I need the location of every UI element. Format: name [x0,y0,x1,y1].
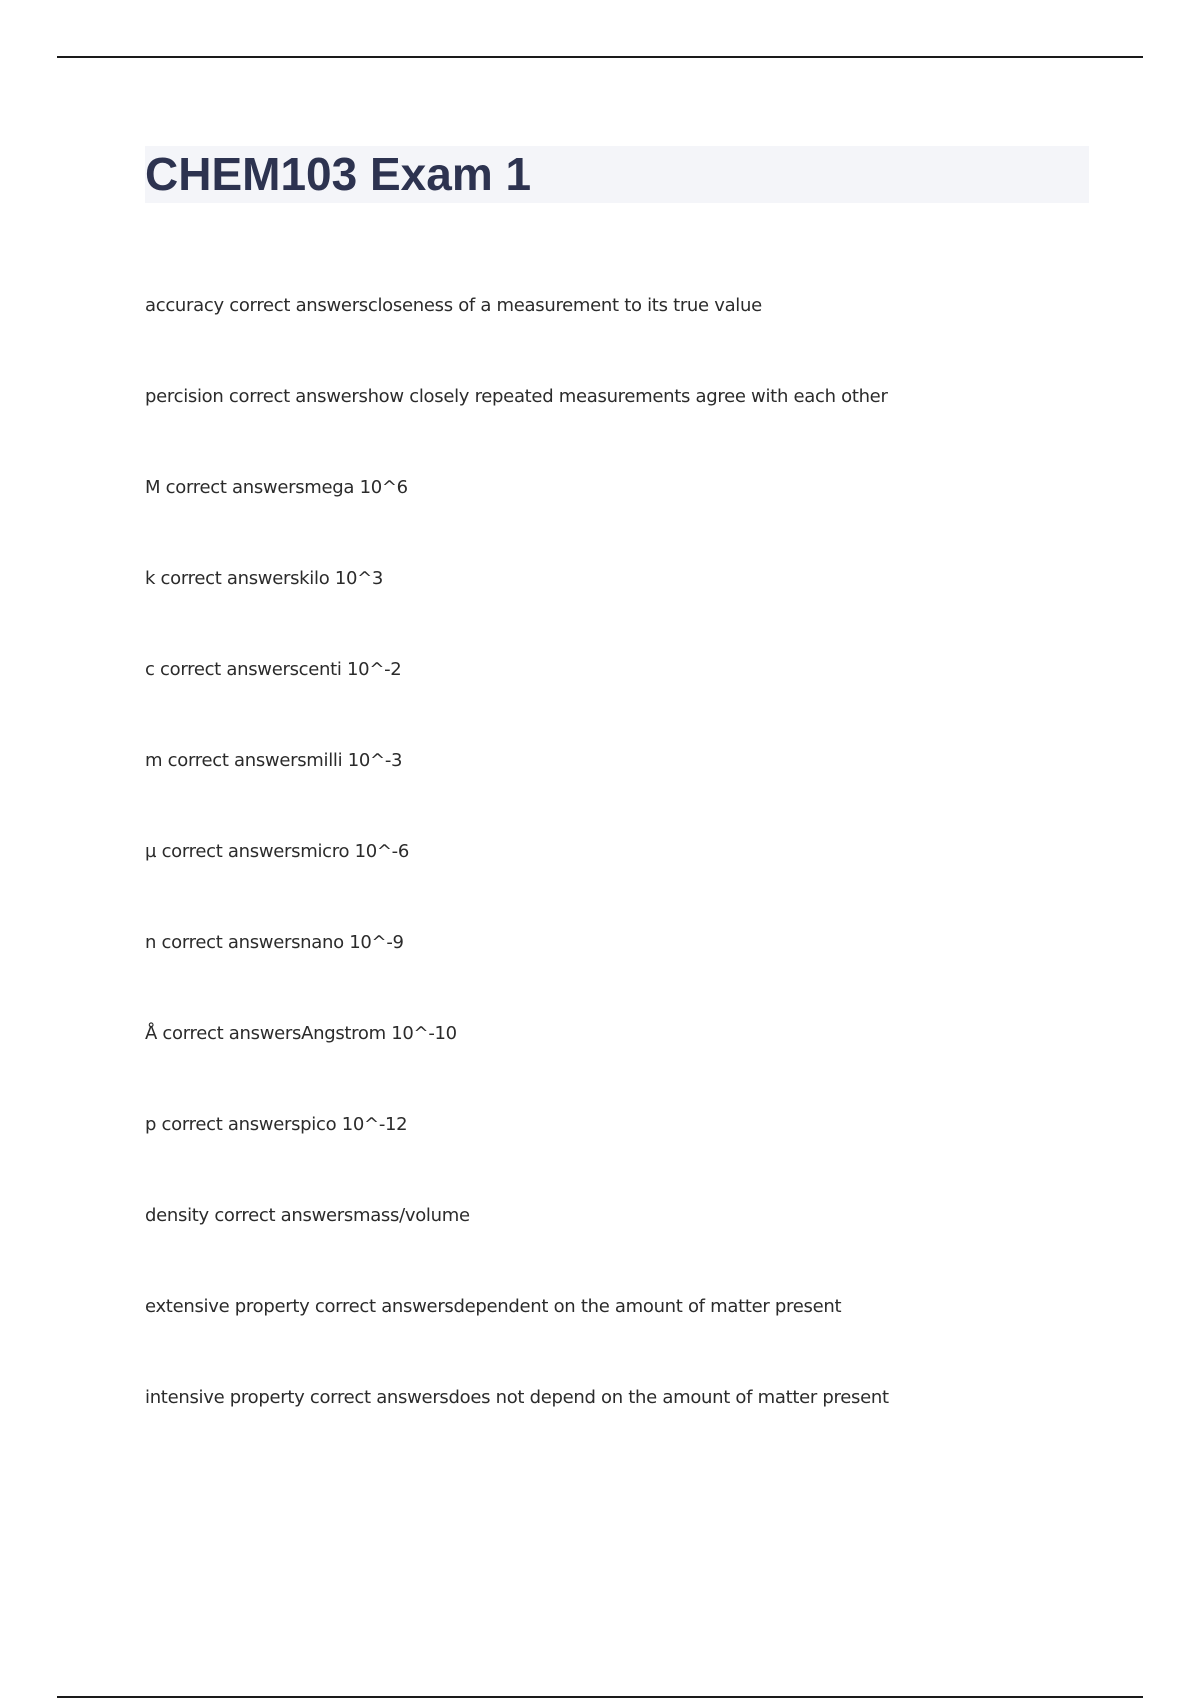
flashcard-item: intensive property correct answersdoes not depend on the amount of matter present [145,1387,889,1408]
flashcard-list [145,288,1105,1471]
page-title: CHEM103 Exam 1 [145,148,532,200]
flashcard-item: accuracy correct answerscloseness of a measurement to its true value [145,295,762,316]
header-rule [57,56,1143,58]
footer-rule [57,1696,1143,1698]
flashcard-item: k correct answerskilo 10^3 [145,568,384,589]
flashcard-item: percision correct answershow closely repeated measurements agree with each other [145,386,888,407]
flashcard-item: M correct answersmega 10^6 [145,477,408,498]
flashcard-item: p correct answerspico 10^-12 [145,1114,408,1135]
flashcard-item: m correct answersmilli 10^-3 [145,750,403,771]
flashcard-item: Å correct answersAngstrom 10^-10 [145,1023,457,1044]
flashcard-item: density correct answersmass/volume [145,1205,470,1226]
flashcard-item: n correct answersnano 10^-9 [145,932,404,953]
flashcard-item: µ correct answersmicro 10^-6 [145,841,410,862]
flashcard-item: c correct answerscenti 10^-2 [145,659,402,680]
flashcard-item: extensive property correct answersdependent on the amount of matter present [145,1296,842,1317]
